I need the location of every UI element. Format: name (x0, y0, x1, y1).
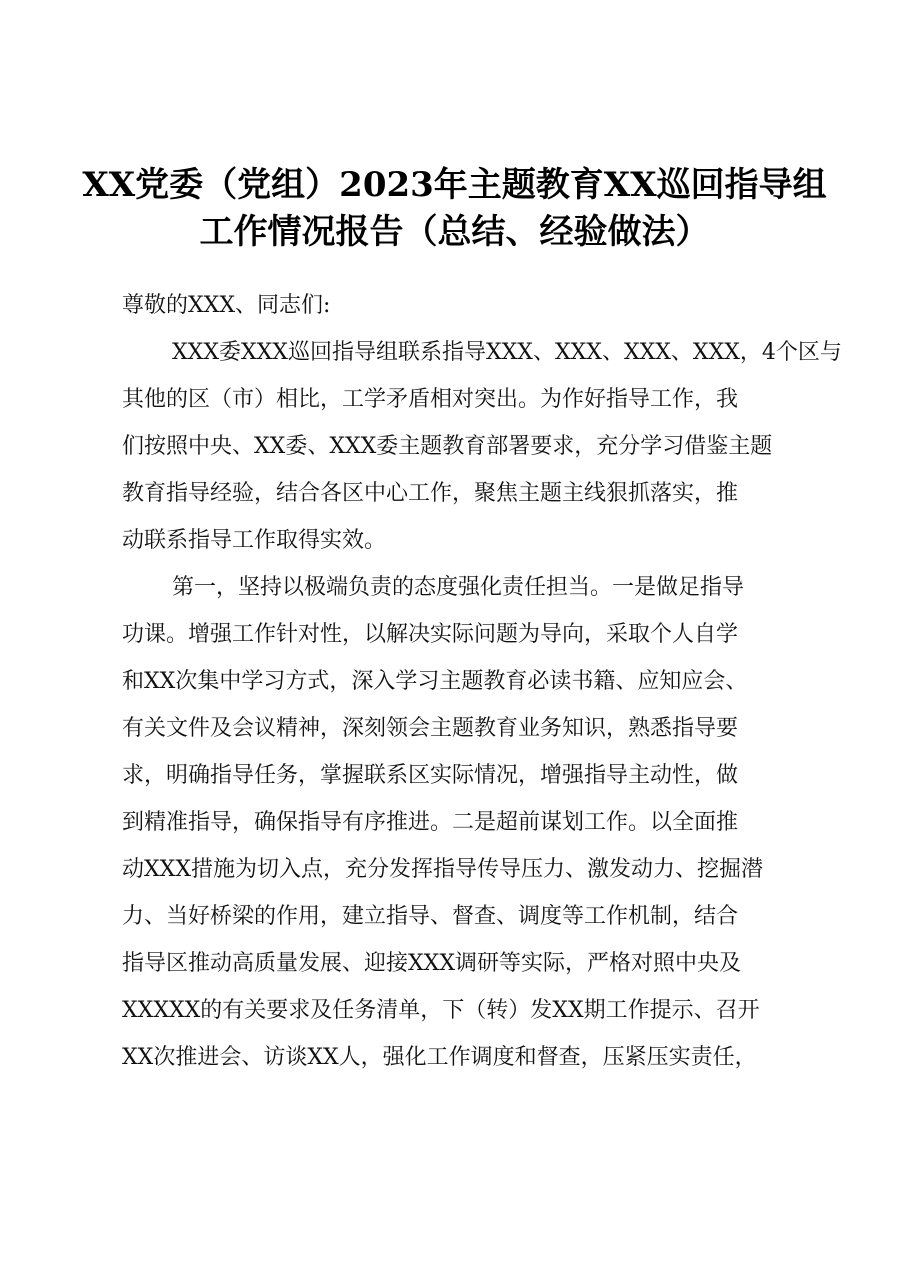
paragraph-2-line-2: 功课。增强工作针对性，以解决实际问题为导向，采取个人自学 (122, 622, 739, 647)
paragraph-2-line-11: XX次推进会、访谈XX人，强化工作调度和督查，压紧压实责任， (122, 1045, 757, 1070)
paragraph-2-line-10: XXXXX的有关要求及任务清单，下（转）发XX期工作提示、召开 (122, 998, 760, 1023)
paragraph-1-line-4: 教育指导经验，结合各区中心工作，聚焦主题主线狠抓落实，推 (122, 481, 739, 506)
paragraph-2-line-5: 求，明确指导任务，掌握联系区实际情况，增强指导主动性，做 (122, 763, 739, 788)
paragraph-1-line-5: 动联系指导工作取得实效。 (122, 528, 387, 553)
paragraph-2-line-9: 指导区推动高质量发展、迎接XXX调研等实际，严格对照中央及 (122, 951, 741, 976)
paragraph-1-line-3: 们按照中央、XX委、XXX委主题教育部署要求，充分学习借鉴主题 (122, 434, 773, 459)
paragraph-1-line-2: 其他的区（市）相比，工学矛盾相对突出。为作好指导工作，我 (122, 387, 739, 412)
paragraph-2-line-6: 到精准指导，确保指导有序推进。二是超前谋划工作。以全面推 (122, 810, 739, 835)
document-title (60, 162, 849, 256)
paragraph-2-line-3: 和XX次集中学习方式，深入学习主题教育必读书籍、应知应会、 (122, 669, 748, 694)
title-line-2: 工作情况报告（总结、经验做法） (199, 212, 710, 252)
paragraph-2-line-7: 动XXX措施为切入点，充分发挥指导传导压力、激发动力、挖掘潜 (122, 857, 763, 882)
paragraph-1-line-1: XXX委XXX巡回指导组联系指导XXX、XXX、XXX、XXX，4个区与 (172, 340, 842, 365)
paragraph-2-line-1: 第一，坚持以极端负责的态度强化责任担当。一是做足指导 (172, 575, 745, 600)
paragraph-2-line-8: 力、当好桥梁的作用，建立指导、督查、调度等工作机制，结合 (122, 904, 739, 929)
paragraph-2-line-4: 有关文件及会议精神，深刻领会主题教育业务知识，熟悉指导要 (122, 716, 739, 741)
document-body (122, 282, 842, 1081)
salutation: 尊敬的XXX、同志们: (122, 293, 331, 318)
title-line-1: XX党委（党组）2023年主题教育XX巡回指导组 (82, 165, 827, 205)
